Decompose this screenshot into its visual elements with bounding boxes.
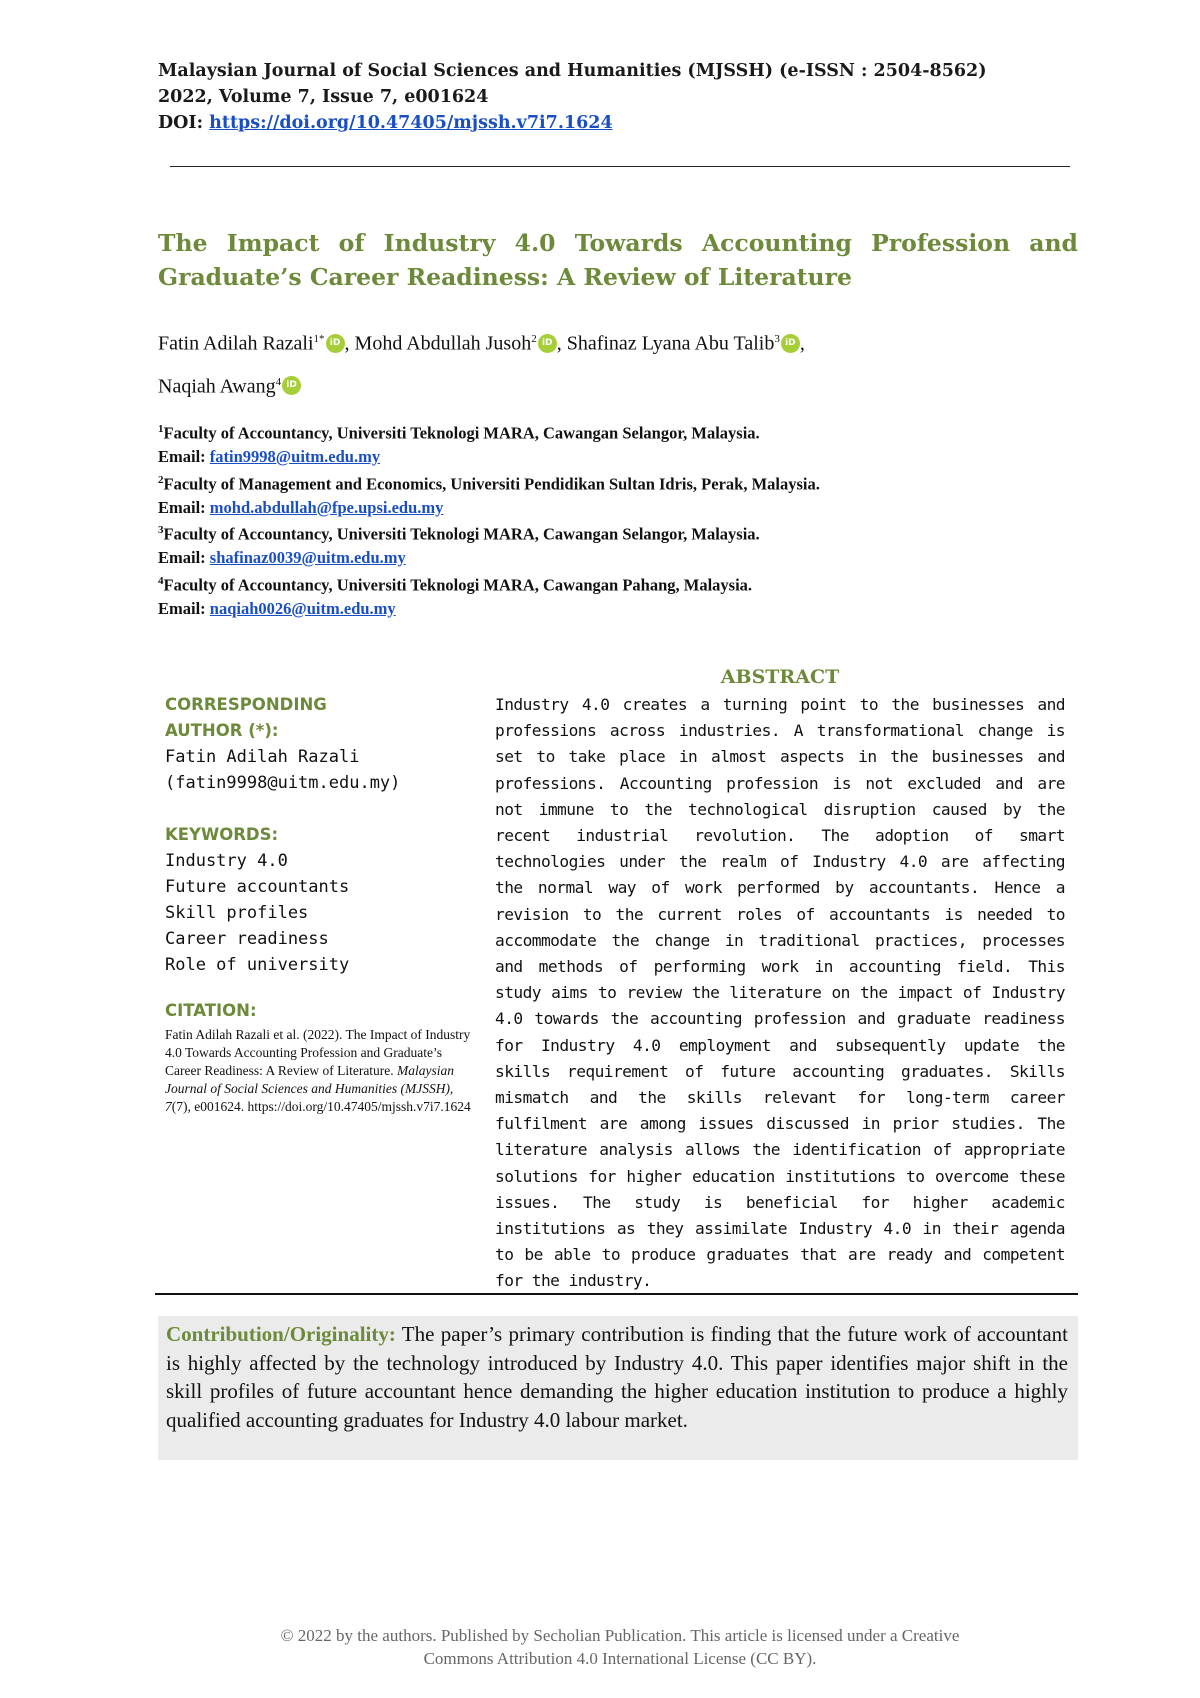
footer-line-2: Commons Attribution 4.0 International License (CC BY). <box>423 1649 817 1668</box>
citation-journal: Malaysian Journal of Social Sciences and Humanities (MJSSH), 7 <box>165 1063 455 1114</box>
citation-issue: (7), e001624. <box>171 1099 245 1114</box>
citation-label: CITATION: <box>165 1001 257 1020</box>
citation-body: Fatin Adilah Razali et al. (2022). The Impact of Industry 4.0 Towards Accounting Profession and Graduate’s Career Readiness: A Review of Literature. <box>165 1027 471 1078</box>
orcid-icon[interactable]: iD <box>538 334 557 353</box>
email-label: Email: <box>158 548 206 567</box>
keywords-label: KEYWORDS: <box>165 825 279 844</box>
citation-doi: https://doi.org/10.47405/mjssh.v7i7.1624 <box>247 1099 471 1114</box>
email-line <box>158 496 1058 520</box>
orcid-icon[interactable]: iD <box>282 376 301 395</box>
keyword-item: Role of university <box>165 955 350 975</box>
corresponding-label-2: AUTHOR (*): <box>165 721 279 740</box>
contribution-text: The paper’s primary contribution is finding that the future work of accountant is highly affected by the technology introduced by Industry 4.0. This paper identifies major shift in the skill profiles of future accountant hence demanding the higher education institution to produce a highly qualified accounting graduates for Industry 4.0 labour market. <box>166 1322 1068 1432</box>
email-label: Email: <box>158 598 206 618</box>
affiliation-number: 4 <box>158 574 164 587</box>
keyword-item: Future accountants <box>165 877 350 897</box>
contribution-label: Contribution/Originality: <box>166 1322 396 1346</box>
author-name: Naqiah Awang <box>158 375 276 398</box>
footer-line-1: © 2022 by the authors. Published by Secholian Publication. This article is licensed under a Creative <box>280 1626 960 1645</box>
email-link[interactable]: mohd.abdullah@fpe.upsi.edu.my <box>209 497 444 517</box>
license-footer <box>160 1624 1080 1670</box>
corresponding-name: Fatin Adilah Razali <box>165 747 360 767</box>
abstract-text: Industry 4.0 creates a turning point to the businesses and professions across industries. A transformational change is set to take place in almost aspects in the businesses and professions. Accounting profession is not excluded and are not immune to the technological disruption caused by the recent industrial revolution. The adoption of smart technologies under the realm of Industry 4.0 are affecting the normal way of work performed by accountants. Hence a revision to the current roles of accountants is needed to accommodate the change in traditional practices, processes and methods of performing work in accounting field. This study aims to review the literature on the impact of Industry 4.0 towards the accounting profession and graduate readiness for Industry 4.0 employment and subsequently update the skills requirement of future accounting graduates. Skills mismatch and the skills relevant for long-term career fulfilment are among issues discussed in prior studies. The literature analysis allows the identification of appropriate solutions for higher education institutions to overcome these issues. The study is beneficial for higher academic institutions as they assimilate Industry 4.0 in their agenda to be able to produce graduates that are ready and competent for the industry. <box>495 695 1065 1291</box>
journal-header <box>158 58 1058 136</box>
affiliation-text: Faculty of Management and Economics, Universiti Pendidikan Sultan Idris, Perak, Malaysia. <box>163 474 820 493</box>
email-label: Email: <box>158 497 206 517</box>
affiliation-line <box>158 519 1058 546</box>
author-name: Shafinaz Lyana Abu Talib <box>566 332 775 355</box>
email-link[interactable]: fatin9998@uitm.edu.my <box>209 447 381 466</box>
author-superscript: 1* <box>313 333 325 345</box>
affiliation-number: 2 <box>158 473 164 486</box>
author-name: Fatin Adilah Razali <box>158 332 314 355</box>
doi-link[interactable]: https://doi.org/10.47405/mjssh.v7i7.1624 <box>209 113 613 133</box>
email-line <box>158 597 1058 621</box>
affiliations <box>158 418 1058 620</box>
keyword-item: Career readiness <box>165 929 329 949</box>
abstract-divider <box>155 1293 1078 1295</box>
doi-line <box>158 110 1058 136</box>
citation-text <box>165 1026 475 1116</box>
affiliation-text: Faculty of Accountancy, Universiti Teknologi MARA, Cawangan Selangor, Malaysia. <box>163 423 760 443</box>
affiliation-text: Faculty of Accountancy, Universiti Teknologi MARA, Cawangan Selangor, Malaysia. <box>163 524 760 544</box>
title-line-1: The Impact of Industry 4.0 Towards Accounting Profession and <box>158 229 1078 257</box>
orcid-icon[interactable]: iD <box>781 334 800 353</box>
affiliation-number: 1 <box>158 423 164 435</box>
title-line-2: Graduate’s Career Readiness: A Review of Literature <box>158 263 852 291</box>
author-superscript: 4 <box>275 375 282 388</box>
contribution-box <box>158 1316 1078 1460</box>
keyword-item: Skill profiles <box>165 903 309 923</box>
affiliation-line <box>158 418 1058 445</box>
affiliation-line <box>158 570 1058 597</box>
author-list: Fatin Adilah Razali$^{1*}$ iD , Mohd Abdullah Jusoh$^2$ iD , Shafinaz Lyana Abu Talib$^3$ iD , Naqiah Awang$^4$ iD <box>158 332 805 398</box>
email-label: Email: <box>158 447 206 466</box>
journal-name: Malaysian Journal of Social Sciences and Humanities (MJSSH) (e-ISSN : 2504-8562) <box>158 61 987 81</box>
journal-volume: 2022, Volume 7, Issue 7, e001624 <box>158 87 489 107</box>
paper-title <box>158 226 1078 294</box>
corresponding-label: CORRESPONDING <box>165 695 327 714</box>
affiliation-number: 3 <box>158 524 164 536</box>
corresponding-email: (fatin9998@uitm.edu.my) <box>165 773 401 793</box>
sidebar-column <box>165 692 475 1116</box>
email-link[interactable]: naqiah0026@uitm.edu.my <box>209 598 396 618</box>
affiliation-line <box>158 469 1058 496</box>
email-link[interactable]: shafinaz0039@uitm.edu.my <box>209 548 406 567</box>
email-line <box>158 445 1058 469</box>
author-superscript: 3 <box>774 333 780 345</box>
orcid-icon[interactable]: iD <box>326 334 345 353</box>
header-divider <box>170 166 1070 167</box>
doi-label: DOI: <box>158 113 204 133</box>
author-name: Mohd Abdullah Jusoh <box>354 332 532 355</box>
email-line <box>158 546 1058 570</box>
keyword-item: Industry 4.0 <box>165 851 288 871</box>
affiliation-text: Faculty of Accountancy, Universiti Teknologi MARA, Cawangan Pahang, Malaysia. <box>163 575 753 594</box>
author-superscript: 2 <box>531 333 537 345</box>
abstract-heading: ABSTRACT <box>720 666 840 688</box>
